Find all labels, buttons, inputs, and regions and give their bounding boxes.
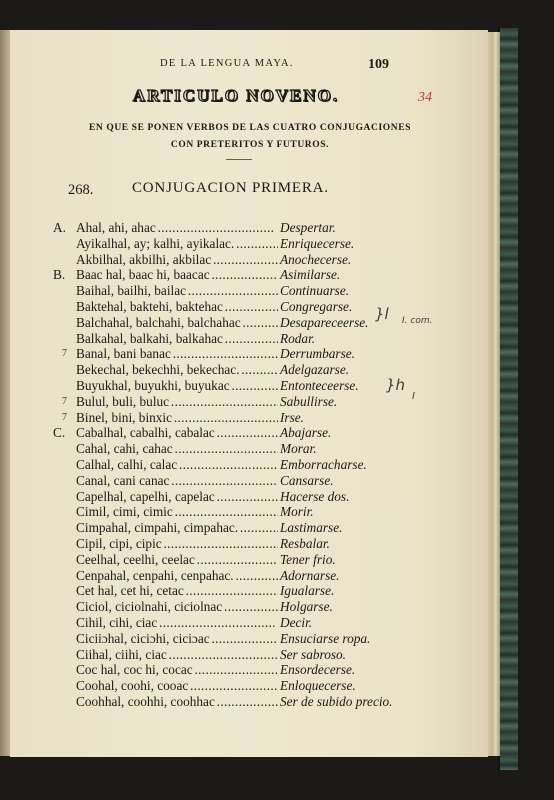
verb-meaning: Enriquecerse. xyxy=(280,235,355,251)
verb-forms: Calhal, calhi, calac . . . xyxy=(76,457,278,473)
verb-entry xyxy=(10,283,488,299)
verb-meaning: Asimilarse. xyxy=(280,267,341,283)
verb-entry xyxy=(10,473,488,489)
verb-forms: Coohhal, coohhi, coohhac . . . xyxy=(76,694,278,710)
book-binding xyxy=(498,28,518,770)
verb-meaning: Abajarse. xyxy=(280,425,332,441)
verb-forms: Akbilhal, akbilhi, akbilac . . . xyxy=(76,252,278,268)
verb-entry xyxy=(10,236,488,252)
verb-meaning: Cansarse. xyxy=(280,472,334,488)
margin-mark: 7 xyxy=(62,348,67,360)
verb-entry xyxy=(10,583,488,599)
verb-meaning: Morir. xyxy=(280,504,314,520)
page-number: 109 xyxy=(368,57,389,72)
verb-forms: Ciciiɔhal, ciciɔhi, ciciɔac . . . xyxy=(76,631,278,647)
verb-entry xyxy=(10,267,488,283)
verb-forms: Ceelhal, ceelhi, ceelac . . . xyxy=(76,552,278,568)
verb-meaning: Entonteceerse. xyxy=(280,377,359,393)
pencil-note: }h xyxy=(386,376,406,394)
verb-meaning: Ser de subido precio. xyxy=(280,693,393,709)
verb-entry xyxy=(10,252,488,268)
verb-entry xyxy=(10,489,488,505)
verb-meaning: Desapareceerse. xyxy=(280,314,369,330)
verb-forms: Cipil, cipi, cipic . . . xyxy=(76,536,278,552)
verb-meaning: Decir. xyxy=(280,614,313,630)
verb-meaning: Ensuciarse ropa. xyxy=(280,630,371,646)
verb-forms: Canal, cani canac . . . xyxy=(76,473,278,489)
handwritten-annotation: 34 xyxy=(418,90,432,105)
entry-letter: B. xyxy=(53,267,66,283)
verb-entry xyxy=(10,599,488,615)
verb-forms: Cihil, cihi, ciac . . . xyxy=(76,615,278,631)
verb-entry xyxy=(10,457,488,473)
entry-letter: A. xyxy=(53,220,66,235)
verb-meaning: Adornarse. xyxy=(280,567,340,583)
verb-forms: Coc hal, coc hi, cocac . . . xyxy=(76,662,278,678)
running-header: DE LA LENGUA MAYA. xyxy=(160,58,294,69)
verb-meaning: Anochecerse. xyxy=(280,251,352,267)
verb-entry xyxy=(10,694,488,710)
verb-forms: Cahal, cahi, cahac . . . xyxy=(76,441,278,457)
verb-meaning: Adelgazarse. xyxy=(280,362,350,378)
verb-entry xyxy=(10,678,488,694)
verb-forms: Balchahal, balchahi, balchahac . . . xyxy=(76,315,278,331)
book-page xyxy=(10,30,488,757)
verb-forms: Bulul, buli, buluc . . . xyxy=(76,394,278,410)
verb-meaning: Despertar. xyxy=(280,220,336,235)
verb-forms: Balkahal, balkahi, balkahac . . . xyxy=(76,331,278,347)
margin-mark: 7 xyxy=(62,395,67,407)
verb-entry xyxy=(10,552,488,568)
verb-meaning: Ser sabroso. xyxy=(280,646,346,662)
verb-meaning: Enloquecerse. xyxy=(280,678,356,694)
divider-rule xyxy=(226,159,252,160)
section-number: 268. xyxy=(68,182,94,198)
verb-forms: Cet hal, cet hi, cetac . . . xyxy=(76,583,278,599)
verb-entry xyxy=(10,331,488,347)
verb-entry xyxy=(10,299,488,315)
verb-entry xyxy=(10,425,488,441)
pencil-note: I xyxy=(412,391,415,402)
verb-forms: Capelhal, capelhi, capelac . . . xyxy=(76,489,278,505)
verb-meaning: Derrumbarse. xyxy=(280,346,355,362)
verb-forms: Ciihal, ciihi, ciac . . . xyxy=(76,647,278,663)
verb-forms: Ciciol, ciciolnahi, ciciolnac . . . xyxy=(76,599,278,615)
verb-meaning: Hacerse dos. xyxy=(280,488,350,504)
article-title: ARTICULO NOVENO. xyxy=(132,86,340,105)
verb-entry xyxy=(10,410,488,426)
verb-forms: Cimil, cimi, cimic . . . xyxy=(76,504,278,520)
pencil-note: }l xyxy=(375,305,389,323)
verb-entry xyxy=(10,662,488,678)
verb-forms: Coohal, coohi, cooac . . . xyxy=(76,678,278,694)
verb-meaning: Holgarse. xyxy=(280,599,333,615)
verb-meaning: Morar. xyxy=(280,441,317,457)
verb-entry xyxy=(10,647,488,663)
verb-meaning: Lastimarse. xyxy=(280,520,343,536)
verb-entry xyxy=(10,441,488,457)
verb-entry xyxy=(10,568,488,584)
verb-meaning: Igualarse. xyxy=(280,583,335,599)
verb-entry xyxy=(10,615,488,631)
verb-meaning: Tener frio. xyxy=(280,551,336,567)
verb-forms: Baihal, bailhi, bailac . . . xyxy=(76,283,278,299)
verb-entry xyxy=(10,631,488,647)
verb-meaning: Congregarse. xyxy=(280,298,353,314)
verb-entry xyxy=(10,504,488,520)
verb-meaning: Emborracharse. xyxy=(280,456,367,472)
verb-meaning: Continuarse. xyxy=(280,283,350,299)
verb-forms: Cenpahal, cenpahi, cenpahac. . . . xyxy=(76,568,278,584)
verb-forms: Baktehal, baktehi, baktehac . . . xyxy=(76,299,278,315)
margin-mark: 7 xyxy=(62,411,67,423)
verb-meaning: Ensordecerse. xyxy=(280,662,356,678)
verb-list xyxy=(10,220,488,710)
subtitle-line-2: CON PRETERITOS Y FUTUROS. xyxy=(170,140,330,150)
entry-letter: C. xyxy=(53,425,66,441)
pencil-note: I. com. xyxy=(402,316,433,326)
verb-meaning: Rodar. xyxy=(280,330,316,346)
verb-entry xyxy=(10,536,488,552)
verb-entry xyxy=(10,520,488,536)
verb-forms: Cabalhal, cabalhi, cabalac . . . xyxy=(76,425,278,441)
verb-forms: Baac hal, baac hi, baacac . . . xyxy=(76,267,278,283)
verb-entry xyxy=(10,220,488,236)
verb-forms: Ayikalhal, ay; kalhi, ayikalac. . . . xyxy=(76,236,278,252)
subtitle-line-1: EN QUE SE PONEN VERBOS DE LAS CUATRO CONJUGACIONES xyxy=(88,123,412,133)
verb-forms: Bekechal, bekechhi, bekechac. . . . xyxy=(76,362,278,378)
verb-meaning: Irse. xyxy=(280,409,305,425)
verb-forms: Buyukhal, buyukhi, buyukac . . . xyxy=(76,378,278,394)
verb-meaning: Resbalar. xyxy=(280,535,330,551)
verb-meaning: Sabullirse. xyxy=(280,393,338,409)
page-block-edge xyxy=(486,32,500,756)
verb-forms: Banal, bani banac . . . xyxy=(76,346,278,362)
verb-entry xyxy=(10,394,488,410)
verb-entry xyxy=(10,346,488,362)
verb-forms: Cimpahal, cimpahi, cimpahac. . . . xyxy=(76,520,278,536)
verb-entry xyxy=(10,362,488,378)
verb-forms: Ahal, ahi, ahac . . . xyxy=(76,220,278,236)
verb-entry xyxy=(10,378,488,394)
section-title: CONJUGACION PRIMERA. xyxy=(132,180,329,196)
verb-forms: Binel, bini, binxic . . . xyxy=(76,410,278,426)
